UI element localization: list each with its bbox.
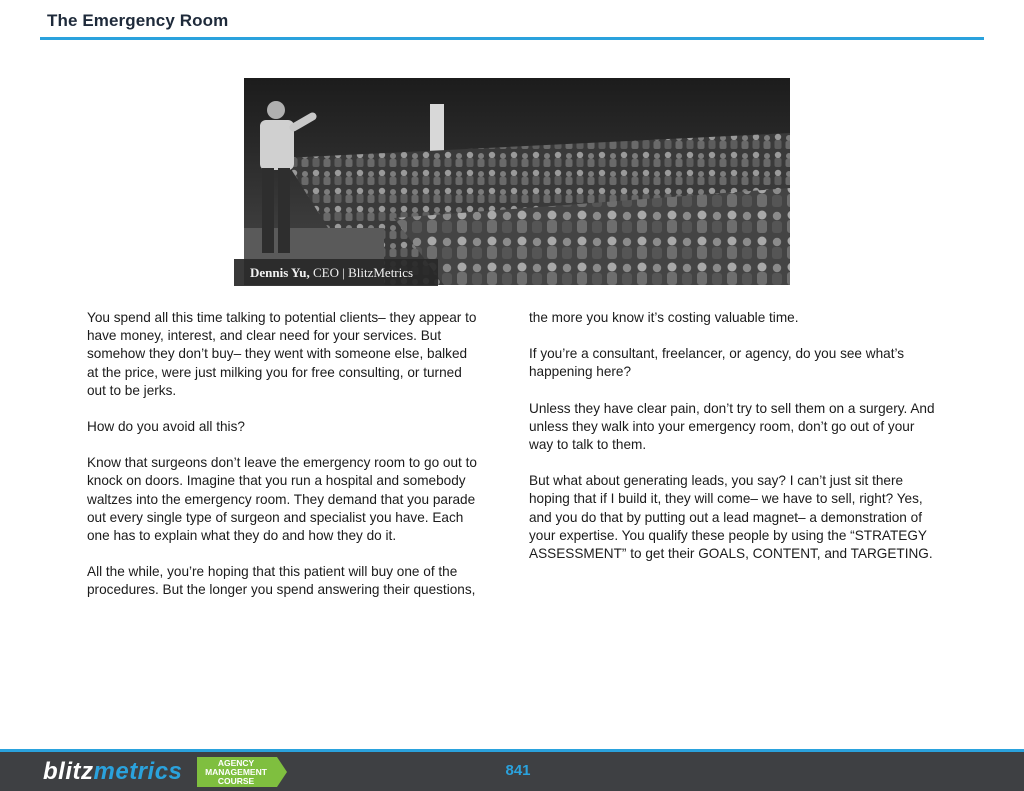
- right-column: [529, 309, 937, 581]
- paragraph: Know that surgeons don’t leave the emergency room to go out to knock on doors. Imagine that you run a hospital and somebody waltzes into the emergency room. They demand that you parade out every single type of surgeon and specialist you have. Each one has to explain what they do and how they do it.: [87, 455, 477, 544]
- paragraph: Unless they have clear pain, don’t try to sell them on a surgery. And unless they walk into your emergency room, don’t go out of your way to talk to them.: [529, 400, 935, 453]
- header-divider: [40, 37, 984, 40]
- caption-role: CEO | BlitzMetrics: [312, 265, 414, 280]
- course-line-1: AGENCY: [217, 758, 255, 768]
- logo-metrics: metrics: [93, 758, 183, 785]
- course-line-3: COURSE: [217, 776, 255, 786]
- course-badge: [197, 757, 289, 787]
- page-number: 841: [505, 762, 531, 779]
- paragraph: How do you avoid all this?: [87, 419, 245, 435]
- course-line-2: MANAGEMENT: [205, 767, 267, 777]
- left-column: [87, 309, 482, 618]
- paragraph: All the while, you’re hoping that this patient will buy one of the procedures. But the longer you spend answering their questions,: [87, 564, 476, 598]
- paragraph: If you’re a consultant, freelancer, or agency, do you see what’s happening here?: [529, 346, 905, 380]
- conference-photo: [244, 78, 790, 285]
- photo-caption: [234, 259, 438, 286]
- blitzmetrics-logo: [43, 755, 182, 789]
- paragraph: the more you know it’s costing valuable time.: [529, 310, 799, 325]
- caption-name: Dennis Yu,: [250, 265, 310, 280]
- paragraph: You spend all this time talking to potential clients– they appear to have money, interest, and clear need for your services. But somehow they don’t buy– they went with someone else, balked at the price, were just milking you for free consulting, or turned out to be jerks.: [87, 310, 477, 398]
- page-title: The Emergency Room: [47, 11, 229, 30]
- logo-blitz: blitz: [43, 758, 94, 785]
- paragraph: But what about generating leads, you say? I can’t just sit there hoping that if I build it, they will come– we have to sell, right? Yes, and you do that by putting out a lead magnet– a demonstration of your expertise. You qualify these people by using the “STRATEGY ASSESSMENT” to get their GOALS, CONTENT, and TARGETING.: [529, 473, 933, 562]
